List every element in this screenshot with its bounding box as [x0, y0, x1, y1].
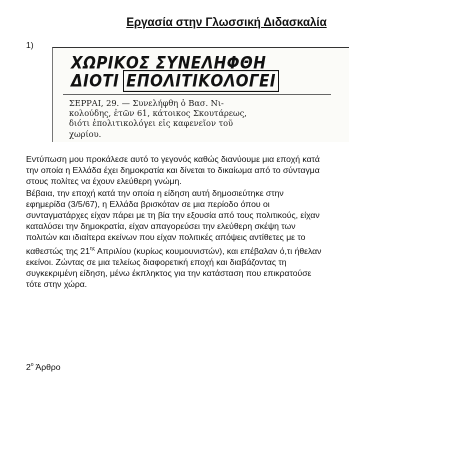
clipping-headline-line1: ΧΩΡΙΚΟΣ ΣΥΝΕΛΗΦΘΗ	[71, 53, 267, 73]
clipping-body-line: κολούδης, ἐτῶν 61, κάτοικος Σκουτάρεως,	[69, 108, 247, 119]
essay-line	[26, 244, 426, 257]
footer-number: 2	[26, 362, 31, 372]
essay-line: πολιτών και ιδιαίτερα εκείνων που είχαν πολιτικές απόψεις αντίθετες με το	[26, 232, 306, 243]
essay-line: συγκεκριμένη είδηση, μένω έκπληκτος για την κατάσταση που επικρατούσε	[26, 267, 312, 278]
clipping-headline-line2	[71, 71, 279, 91]
footer-superscript: ο	[30, 362, 34, 369]
essay-line: εφημερίδα (3/5/67), η Ελλάδα βρισκόταν σε μια περίοδο όπου οι	[26, 198, 270, 209]
essay-line: στους πολίτες να έχουν ελεύθερη γνώμη.	[26, 176, 182, 187]
document-title: Εργασία στην Γλωσσική Διδασκαλία	[126, 17, 327, 29]
section-heading-article-2	[26, 362, 61, 372]
clipping-headline-prefix: ΔΙΟΤΙ	[71, 71, 120, 91]
essay-line: καταλύσει την δημοκρατία, είχαν απαγορεύσει την ελεύθερη σκέψη των	[26, 221, 296, 232]
ordinal-superscript: ης	[89, 245, 96, 252]
clipping-body-line: ΣΕΡΡΑΙ, 29. — Συνελήφθη ὁ Βασ. Νι-	[69, 98, 224, 108]
essay-body	[26, 154, 426, 290]
essay-line-part: Απριλίου (κυρίως κουμουνιστών), και επέβαλαν ό,τι ήθελαν	[95, 245, 322, 256]
essay-line: Εντύπωση μου προκάλεσε αυτό το γεγονός καθώς διανύουμε μια εποχή κατά	[26, 154, 320, 164]
clipping-body-line: χωρίου.	[69, 128, 102, 139]
essay-line-part: καθεστώς της 21	[26, 245, 90, 256]
footer-label: Άρθρο	[33, 362, 61, 372]
essay-line: εκείνοι. Ζώντας σε μια τελείως διαφορετική εποχή και διαβάζοντας τη	[26, 256, 287, 267]
essay-line: την οποία η Ελλάδα έχει δημοκρατία και δίνεται το δικαίωμα από το σύνταγμα	[26, 165, 320, 176]
clipping-divider	[63, 94, 331, 95]
newspaper-clipping	[52, 47, 349, 142]
clipping-body	[69, 98, 337, 139]
clipping-body-line: διότι ἐπολιτικολόγει εἰς καφενεῖον τοῦ	[69, 118, 234, 129]
essay-line: τότε στην χώρα.	[26, 279, 88, 290]
essay-line: Βέβαια, την εποχή κατά την οποία η είδηση αυτή δημοσιεύτηκε στην	[26, 187, 284, 198]
clipping-headline-boxed-word: ΕΠΟΛΙΤΙΚΟΛΟΓΕΙ	[123, 70, 279, 92]
item-number: 1)	[26, 40, 34, 50]
essay-line: συνταγματάρχες είχαν πάρει με τη βία την εξουσία από τους πολιτικούς, είχαν	[26, 210, 320, 221]
